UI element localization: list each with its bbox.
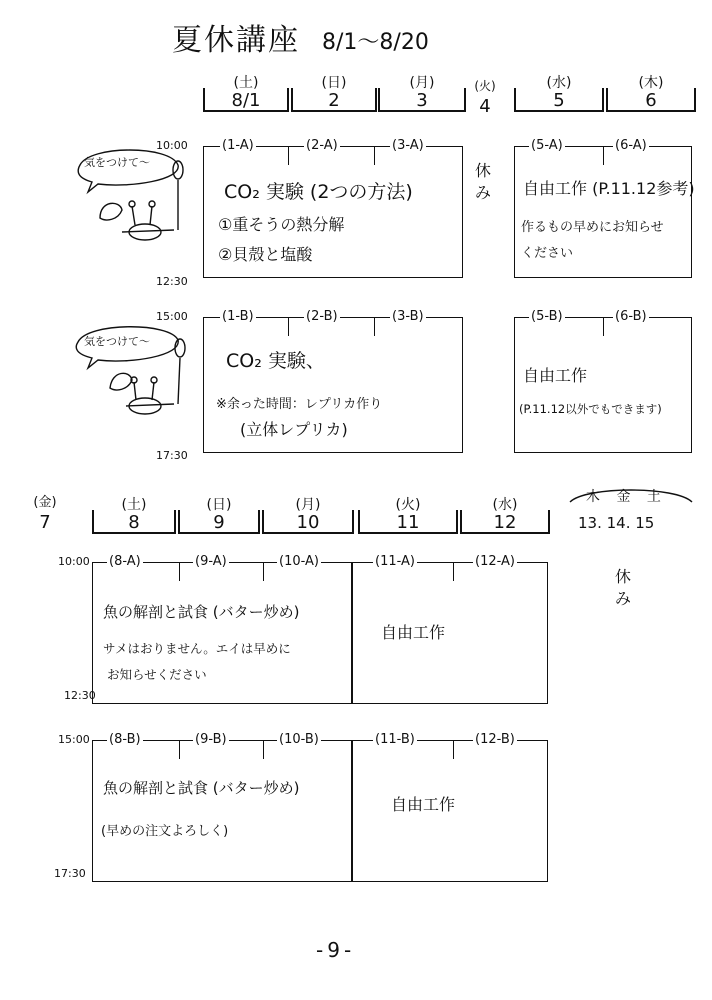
session-code: (8-B) — [109, 732, 141, 747]
date-cell — [291, 75, 377, 112]
session-title: 自由工作 — [523, 366, 588, 385]
session-code: (11-B) — [375, 732, 415, 747]
end-time: 12:30 — [64, 689, 96, 702]
start-time: 10:00 — [156, 139, 188, 152]
session-note: ※余った時間：レプリカ作り — [216, 397, 383, 412]
start-time: 10:00 — [58, 555, 90, 568]
day-of-week: (金) — [33, 495, 57, 510]
start-time: 15:00 — [156, 310, 188, 323]
session-block-fish — [92, 554, 352, 704]
session-note: (早めの注文よろしく) — [101, 824, 229, 839]
day-number: 7 — [39, 512, 51, 533]
session-item: ①重そうの熱分解 — [218, 215, 345, 234]
closed-days: 木 金 土 — [586, 489, 667, 505]
day-of-week: (水) — [490, 498, 521, 512]
date-cell — [262, 497, 354, 534]
session-code: (12-B) — [475, 732, 515, 747]
divider — [453, 563, 454, 581]
date-cell — [92, 497, 176, 534]
session-code: (11-A) — [375, 554, 415, 569]
session-code: (3-A) — [392, 138, 424, 153]
day-number: 4 — [479, 96, 491, 117]
session-code: (1-B) — [222, 309, 254, 324]
divider — [374, 318, 375, 336]
session-title: CO₂ 実験 (2つの方法) — [224, 181, 413, 203]
crab-doodle-icon — [70, 320, 200, 420]
closed-label: 休み — [474, 161, 491, 202]
session-block-co2 — [203, 138, 463, 278]
session-note: お知らせください — [107, 667, 207, 682]
date-cell — [203, 75, 289, 112]
session-note: (P.11.12以外でもできます) — [519, 402, 662, 416]
date-cell — [378, 75, 466, 112]
day-of-week: (月) — [407, 76, 438, 90]
day-number: 8 — [128, 512, 140, 533]
session-block-co2-b — [203, 309, 463, 453]
day-number: 8/1 — [231, 90, 261, 111]
day-number: 10 — [296, 512, 320, 533]
session-code: (5-B) — [531, 309, 563, 324]
session-code: (6-B) — [615, 309, 647, 324]
day-of-week: (日) — [319, 76, 350, 90]
divider — [374, 147, 375, 165]
doodle-speech: 気をつけて～ — [84, 335, 150, 348]
session-code: (5-A) — [531, 138, 563, 153]
day-of-week: (火) — [393, 498, 424, 512]
date-cell — [514, 75, 604, 112]
session-code: (8-A) — [109, 554, 141, 569]
day-number: 2 — [328, 90, 340, 111]
session-note: 作るもの早めにお知らせ — [521, 220, 664, 235]
day-number: 6 — [645, 90, 657, 111]
session-note: サメはおりません。エイは早めに — [103, 641, 291, 656]
divider — [288, 147, 289, 165]
divider — [288, 318, 289, 336]
date-cell — [358, 497, 458, 534]
start-time: 15:00 — [58, 733, 90, 746]
session-item: ②貝殻と塩酸 — [218, 245, 313, 264]
day-of-week: (火) — [474, 79, 496, 93]
page-title: 夏休講座 — [172, 23, 300, 58]
session-code: (9-B) — [195, 732, 227, 747]
session-code: (10-B) — [279, 732, 319, 747]
date-cell — [606, 75, 696, 112]
day-of-week: (木) — [636, 76, 667, 90]
divider — [453, 741, 454, 759]
session-note: (立体レプリカ) — [240, 420, 348, 439]
divider — [179, 741, 180, 759]
divider — [603, 318, 604, 336]
end-time: 17:30 — [54, 867, 86, 880]
end-time: 12:30 — [156, 275, 188, 288]
session-title: 自由工作 (P.11.12参考) — [523, 179, 695, 198]
closed-dates: 13. 14. 15 — [578, 514, 655, 532]
divider — [603, 147, 604, 165]
day-number: 5 — [553, 90, 565, 111]
session-code: (10-A) — [279, 554, 319, 569]
date-cell — [178, 497, 260, 534]
day-of-week: (水) — [544, 76, 575, 90]
session-title: CO₂ 実験、 — [226, 350, 325, 372]
day-number: 3 — [416, 90, 428, 111]
page-number: -9- — [316, 938, 356, 962]
session-code: (2-A) — [306, 138, 338, 153]
day-of-week: (土) — [119, 498, 150, 512]
day-number: 11 — [396, 512, 420, 533]
session-block-craft — [514, 138, 695, 278]
session-code: (12-A) — [475, 554, 515, 569]
session-title: 魚の解剖と試食 (バター炒め) — [103, 779, 300, 797]
day-number: 12 — [493, 512, 517, 533]
session-title: 魚の解剖と試食 (バター炒め) — [103, 603, 300, 621]
session-code: (1-A) — [222, 138, 254, 153]
session-block-fish-b — [92, 732, 352, 882]
divider — [263, 563, 264, 581]
end-time: 17:30 — [156, 449, 188, 462]
divider — [179, 563, 180, 581]
divider — [263, 741, 264, 759]
session-block-craft-2b — [352, 732, 548, 882]
session-block-craft-b — [514, 309, 692, 453]
session-title: 自由工作 — [381, 623, 446, 642]
day-of-week: (土) — [231, 76, 262, 90]
day-of-week: (日) — [204, 498, 235, 512]
session-code: (2-B) — [306, 309, 338, 324]
session-note: ください — [521, 246, 574, 261]
date-cell — [460, 497, 550, 534]
session-block-craft-2 — [352, 554, 548, 704]
session-code: (9-A) — [195, 554, 227, 569]
session-title: 自由工作 — [391, 795, 456, 814]
closed-label: 休み — [614, 567, 631, 608]
date-range: 8/1～8/20 — [322, 30, 429, 55]
session-code: (6-A) — [615, 138, 647, 153]
doodle-speech: 気をつけて～ — [84, 156, 150, 169]
crab-doodle-icon — [70, 140, 200, 250]
day-of-week: (月) — [293, 498, 324, 512]
day-number: 9 — [213, 512, 225, 533]
session-code: (3-B) — [392, 309, 424, 324]
